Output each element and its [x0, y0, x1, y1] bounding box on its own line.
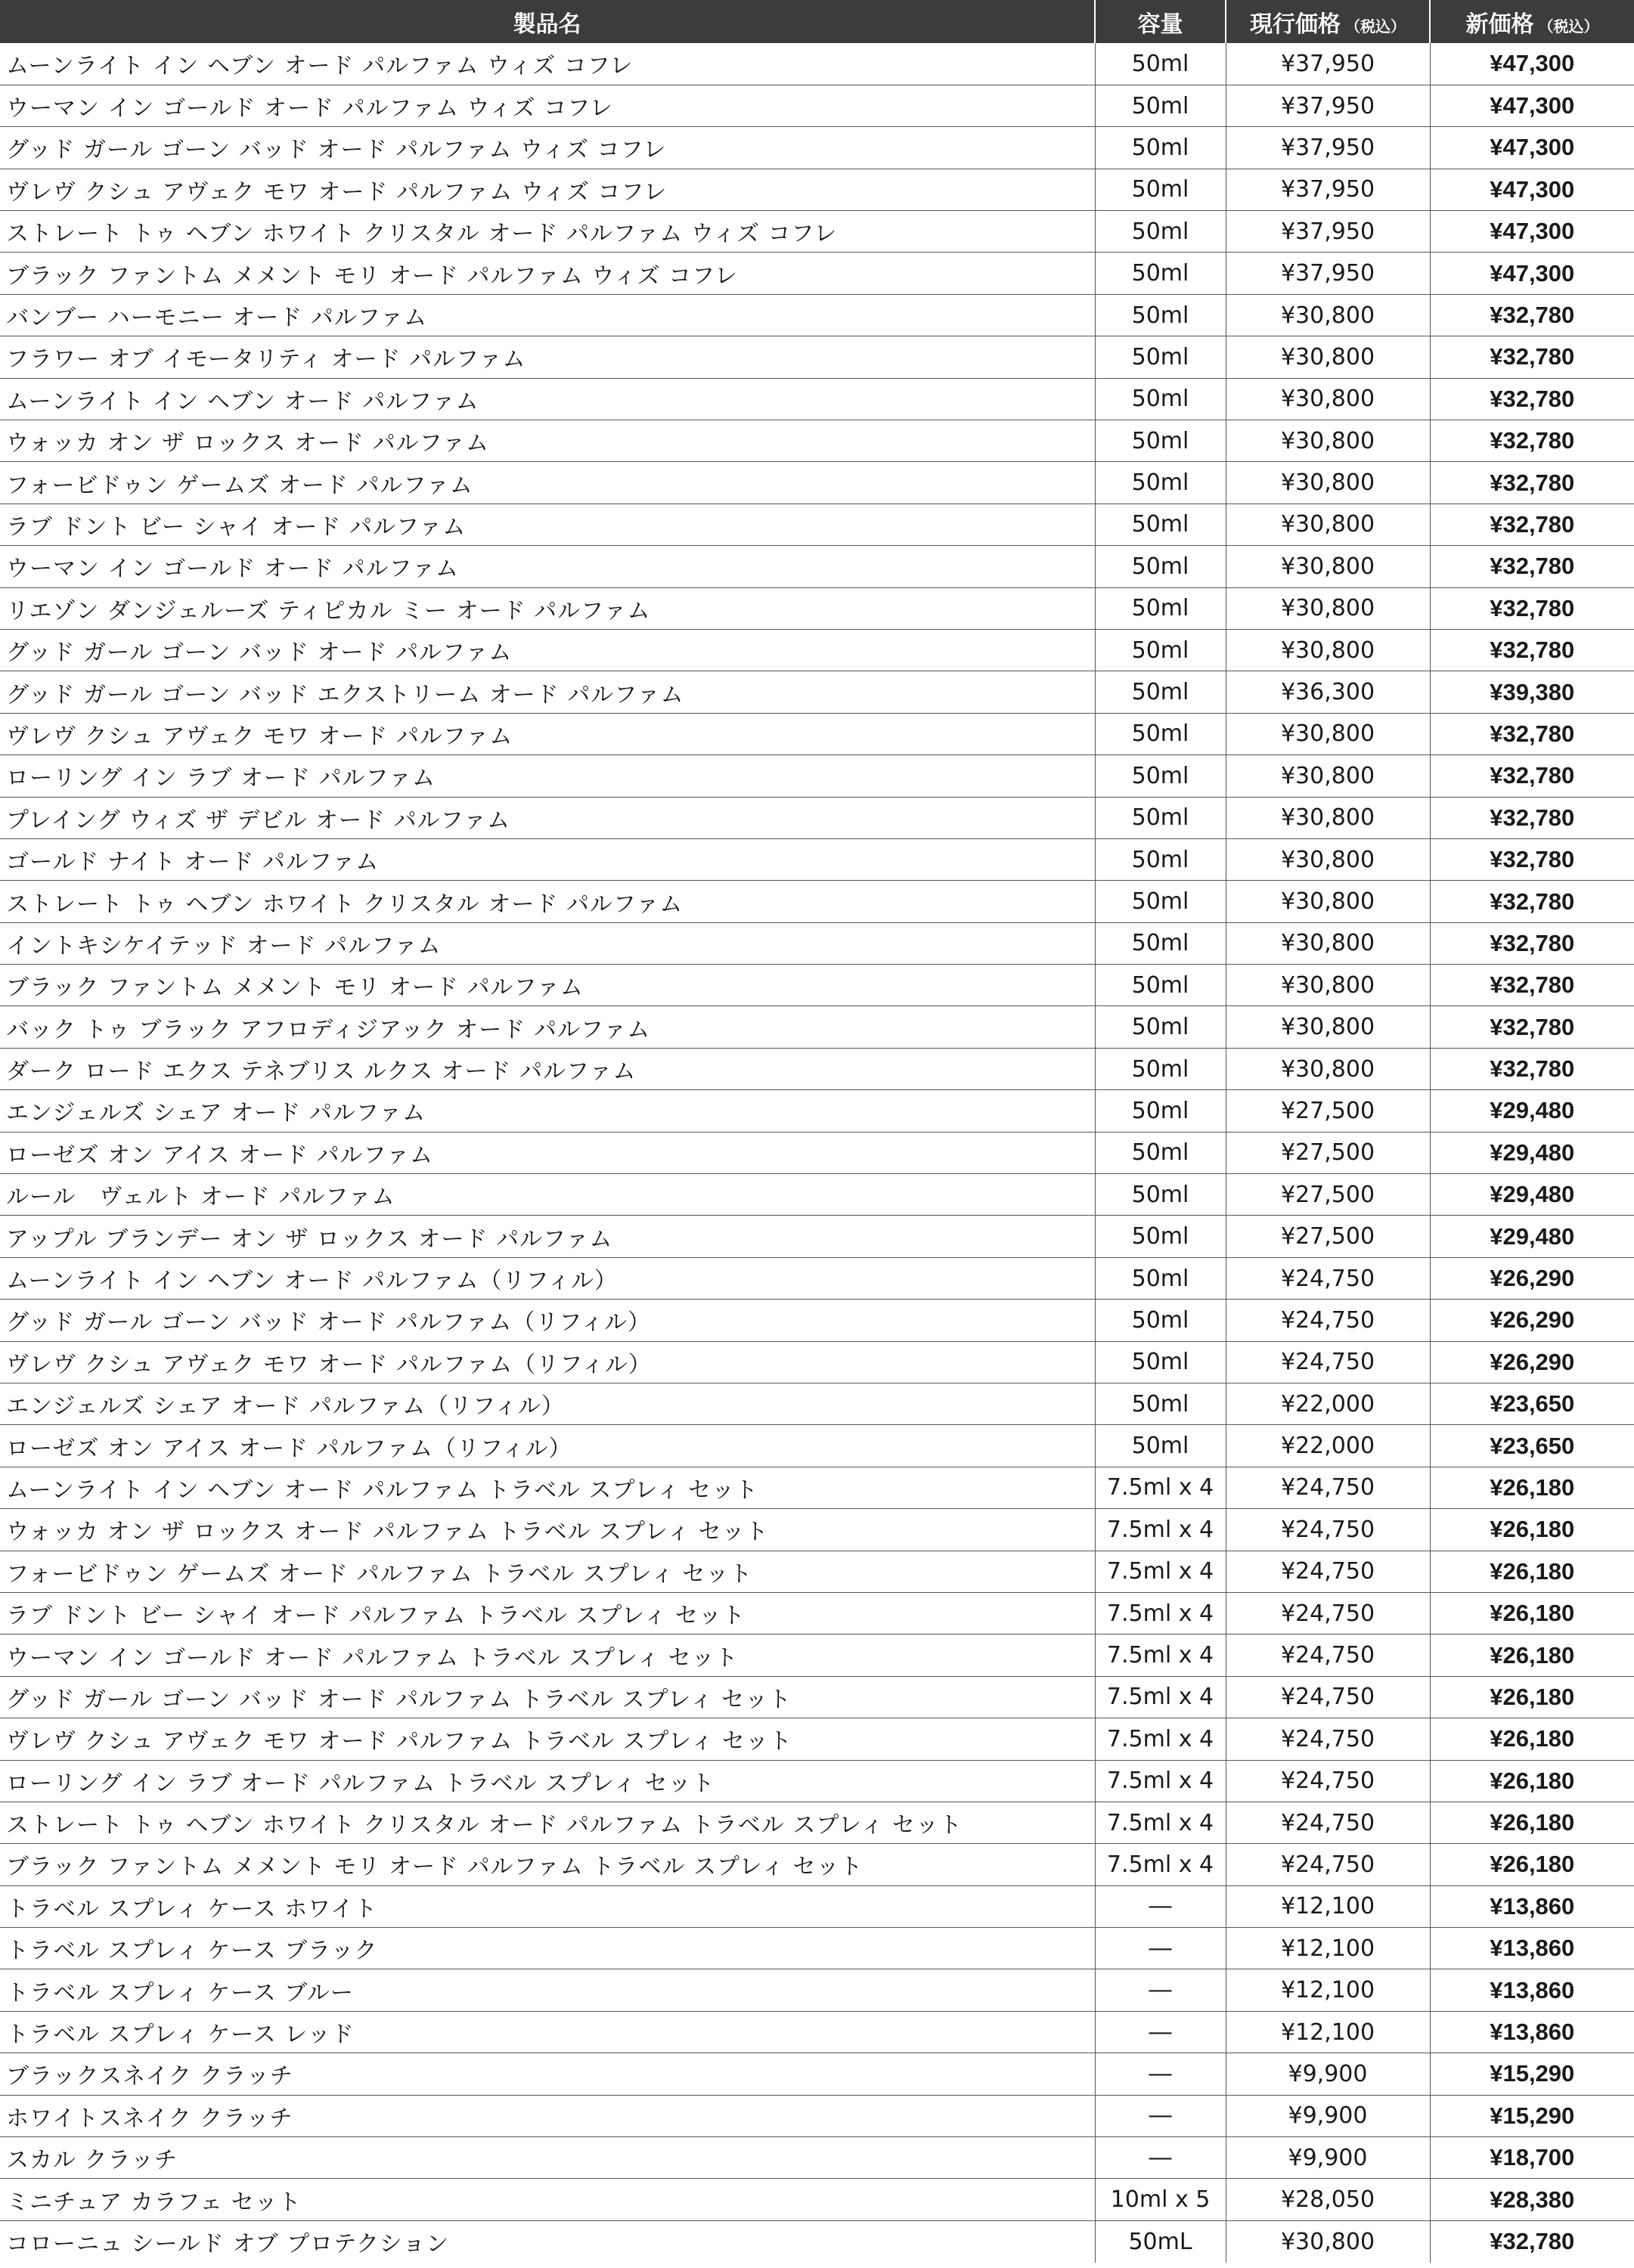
product-name-cell: ブラック ファントム メメント モリ オード パルファム [0, 965, 1095, 1006]
product-name-cell: バンブー ハーモニー オード パルファム [0, 294, 1095, 336]
product-name-cell: プレイング ウィズ ザ デビル オード パルファム [0, 797, 1095, 838]
new-price-cell: ¥26,180 [1430, 1592, 1634, 1634]
product-name-cell: ヴレヴ クシュ アヴェク モワ オード パルファム ウィズ コフレ [0, 169, 1095, 210]
product-name-cell: ウーマン イン ゴールド オード パルファム ウィズ コフレ [0, 85, 1095, 126]
product-name-cell: コローニュ シールド オブ プロテクション [6, 2231, 450, 2258]
table-row [0, 1090, 1634, 1132]
new-price-cell: ¥47,300 [1430, 253, 1634, 294]
new-price-cell: ¥23,650 [1430, 1383, 1634, 1425]
current-price-cell: ¥24,750 [1226, 1676, 1430, 1718]
table-row [0, 1383, 1634, 1425]
table-row [0, 1885, 1634, 1927]
volume-cell: 50mL [1095, 2220, 1226, 2262]
new-price-cell: ¥13,860 [1430, 2011, 1634, 2053]
table-row [0, 797, 1634, 838]
table-row [0, 1676, 1634, 1718]
new-price-cell: ¥18,700 [1430, 2137, 1634, 2179]
volume-cell: 50ml [1095, 1383, 1226, 1425]
current-price-cell: ¥27,500 [1226, 1174, 1430, 1216]
product-name-cell: トラベル スプレィ ケース ブラック [0, 1928, 1095, 1969]
new-price-cell: ¥26,180 [1430, 1802, 1634, 1843]
table-row [0, 1300, 1634, 1341]
product-name-cell: グッド ガール ゴーン バッド オード パルファム（リフィル） [0, 1300, 1095, 1341]
table-row [0, 43, 1634, 85]
table-row [0, 503, 1634, 545]
table-row [0, 2179, 1634, 2220]
current-price-cell: ¥24,750 [1226, 1592, 1430, 1634]
current-price-cell: ¥24,750 [1226, 1634, 1430, 1676]
new-price-cell: ¥29,480 [1430, 1090, 1634, 1132]
product-name-cell: ウーマン イン ゴールド オード パルファム [0, 546, 1095, 587]
table-row [0, 1634, 1634, 1676]
volume-cell: 50ml [1095, 462, 1226, 503]
current-price-cell: ¥37,950 [1226, 43, 1430, 85]
table-row [0, 1592, 1634, 1634]
table-row [0, 2220, 1634, 2262]
volume-cell: 50ml [1095, 85, 1226, 126]
current-price-cell: ¥9,900 [1226, 2095, 1430, 2136]
product-name-cell: エンジェルズ シェア オード パルファム [0, 1090, 1095, 1132]
product-name-cell: ウーマン イン ゴールド オード パルファム トラベル スプレィ セット [0, 1634, 1095, 1676]
volume-cell: 50ml [1095, 881, 1226, 922]
table-row [0, 2053, 1634, 2095]
current-price-cell: ¥30,800 [1226, 462, 1430, 503]
volume-cell: ― [1095, 1928, 1226, 1969]
table-row [0, 1467, 1634, 1508]
current-price-cell: ¥24,750 [1226, 1760, 1430, 1802]
product-name-cell: グッド ガール ゴーン バッド エクストリーム オード パルファム [0, 671, 1095, 713]
table-row [0, 587, 1634, 629]
current-price-cell: ¥37,950 [1226, 253, 1430, 294]
volume-cell: 7.5ml x 4 [1095, 1467, 1226, 1508]
table-row [0, 881, 1634, 922]
new-price-cell: ¥26,180 [1430, 1844, 1634, 1885]
current-price-cell: ¥27,500 [1226, 1132, 1430, 1173]
volume-cell: 50ml [1095, 211, 1226, 253]
product-name-cell: ルール ヴェルト オード パルファム [0, 1174, 1095, 1216]
current-price-cell: ¥12,100 [1226, 1969, 1430, 2011]
new-price-cell: ¥47,300 [1430, 211, 1634, 253]
table-row [0, 336, 1634, 378]
new-price-cell: ¥26,180 [1430, 1509, 1634, 1551]
volume-cell: ― [1095, 1885, 1226, 1927]
product-name-cell: ローリング イン ラブ オード パルファム トラベル スプレィ セット [0, 1760, 1095, 1802]
current-price-cell: ¥30,800 [1226, 587, 1430, 629]
new-price-cell: ¥32,780 [1430, 2220, 1634, 2262]
product-name-cell: グッド ガール ゴーン バッド オード パルファム [0, 629, 1095, 671]
current-price-cell: ¥24,750 [1226, 1341, 1430, 1383]
product-name-cell: ストレート トゥ ヘブン ホワイト クリスタル オード パルファム [0, 881, 1095, 922]
volume-cell: ― [1095, 2095, 1226, 2136]
current-price-cell: ¥30,800 [1226, 881, 1430, 922]
new-price-cell: ¥32,780 [1430, 922, 1634, 964]
current-price-cell: ¥37,950 [1226, 85, 1430, 126]
current-price-cell: ¥12,100 [1226, 1928, 1430, 1969]
volume-cell: 50ml [1095, 1132, 1226, 1173]
new-price-cell: ¥26,180 [1430, 1634, 1634, 1676]
volume-cell: 7.5ml x 4 [1095, 1718, 1226, 1760]
new-price-cell: ¥47,300 [1430, 43, 1634, 85]
header-current-price-label: 現行価格 [1250, 11, 1341, 38]
new-price-cell: ¥29,480 [1430, 1174, 1634, 1216]
product-name-cell: ウォッカ オン ザ ロックス オード パルファム トラベル スプレィ セット [0, 1509, 1095, 1551]
header-product-name [0, 0, 1095, 43]
table-row [0, 1341, 1634, 1383]
current-price-cell: ¥30,800 [1226, 965, 1430, 1006]
volume-cell: 7.5ml x 4 [1095, 1592, 1226, 1634]
table-body [0, 43, 1634, 2263]
volume-cell: 50ml [1095, 546, 1226, 587]
product-name-cell: ローリング イン ラブ オード パルファム [0, 755, 1095, 797]
volume-cell: ― [1095, 2137, 1226, 2179]
volume-cell: 50ml [1095, 965, 1226, 1006]
new-price-cell: ¥32,780 [1430, 336, 1634, 378]
new-price-cell: ¥32,780 [1430, 838, 1634, 880]
new-price-cell: ¥32,780 [1430, 546, 1634, 587]
header-row [0, 0, 1634, 43]
current-price-cell: ¥9,900 [1226, 2053, 1430, 2095]
volume-cell: 50ml [1095, 1006, 1226, 1048]
current-price-cell: ¥37,950 [1226, 127, 1430, 169]
new-price-cell: ¥32,780 [1430, 462, 1634, 503]
product-name-cell: ムーンライト イン ヘブン オード パルファム トラベル スプレィ セット [0, 1467, 1095, 1508]
product-name-cell: ヴレヴ クシュ アヴェク モワ オード パルファム トラベル スプレィ セット [0, 1718, 1095, 1760]
current-price-cell: ¥9,900 [1226, 2137, 1430, 2179]
new-price-cell: ¥29,480 [1430, 1132, 1634, 1173]
new-price-cell: ¥32,780 [1430, 420, 1634, 462]
table-row [0, 1006, 1634, 1048]
volume-cell: 7.5ml x 4 [1095, 1551, 1226, 1592]
product-name-cell: スカル クラッチ [0, 2137, 1095, 2179]
product-name-cell: グッド ガール ゴーン バッド オード パルファム ウィズ コフレ [0, 127, 1095, 169]
product-name-cell: ローゼズ オン アイス オード パルファム [0, 1132, 1095, 1173]
table-row [0, 2095, 1634, 2136]
new-price-cell: ¥26,290 [1430, 1341, 1634, 1383]
current-price-cell: ¥24,750 [1226, 1257, 1430, 1299]
header-new-price-label: 新価格 [1465, 11, 1534, 38]
volume-cell: 50ml [1095, 378, 1226, 420]
new-price-cell: ¥32,780 [1430, 587, 1634, 629]
table-row [0, 629, 1634, 671]
product-name-cell: ローゼズ オン アイス オード パルファム（リフィル） [0, 1425, 1095, 1467]
new-price-cell: ¥32,780 [1430, 503, 1634, 545]
volume-cell: 50ml [1095, 713, 1226, 754]
current-price-cell: ¥28,050 [1226, 2179, 1430, 2220]
product-name-cell: ラブ ドント ビー シャイ オード パルファム [0, 503, 1095, 545]
new-price-cell: ¥32,780 [1430, 629, 1634, 671]
current-price-cell: ¥22,000 [1226, 1383, 1430, 1425]
product-name-cell: フォービドゥン ゲームズ オード パルファム [0, 462, 1095, 503]
new-price-cell: ¥39,380 [1430, 671, 1634, 713]
new-price-cell: ¥32,780 [1430, 755, 1634, 797]
header-volume [1095, 0, 1226, 43]
new-price-cell: ¥26,180 [1430, 1760, 1634, 1802]
table-row [0, 1718, 1634, 1760]
table-row [0, 713, 1634, 754]
product-name-cell: ホワイトスネイク クラッチ [0, 2095, 1095, 2136]
current-price-cell: ¥24,750 [1226, 1467, 1430, 1508]
header-new-price-tax-note: （税込） [1538, 17, 1599, 36]
current-price-cell: ¥30,800 [1226, 294, 1430, 336]
volume-cell: 7.5ml x 4 [1095, 1760, 1226, 1802]
volume-cell: 7.5ml x 4 [1095, 1844, 1226, 1885]
product-name-cell: ムーンライト イン ヘブン オード パルファム（リフィル） [0, 1257, 1095, 1299]
product-name-cell: グッド ガール ゴーン バッド オード パルファム トラベル スプレィ セット [0, 1676, 1095, 1718]
current-price-cell: ¥30,800 [1226, 713, 1430, 754]
new-price-cell: ¥13,860 [1430, 1885, 1634, 1927]
current-price-cell: ¥30,800 [1226, 2220, 1430, 2262]
table-row [0, 671, 1634, 713]
product-name-cell: フラワー オブ イモータリティ オード パルファム [0, 336, 1095, 378]
current-price-cell: ¥24,750 [1226, 1509, 1430, 1551]
volume-cell: 7.5ml x 4 [1095, 1802, 1226, 1843]
current-price-cell: ¥37,950 [1226, 211, 1430, 253]
new-price-cell: ¥15,290 [1430, 2053, 1634, 2095]
current-price-cell: ¥22,000 [1226, 1425, 1430, 1467]
header-current-price [1226, 0, 1430, 43]
current-price-cell: ¥12,100 [1226, 1885, 1430, 1927]
current-price-cell: ¥24,750 [1226, 1718, 1430, 1760]
table-row [0, 127, 1634, 169]
volume-cell: 50ml [1095, 629, 1226, 671]
new-price-cell: ¥32,780 [1430, 1006, 1634, 1048]
table-row [0, 755, 1634, 797]
new-price-cell: ¥28,380 [1430, 2179, 1634, 2220]
new-price-cell: ¥26,180 [1430, 1676, 1634, 1718]
volume-cell: 50ml [1095, 294, 1226, 336]
volume-cell: 7.5ml x 4 [1095, 1634, 1226, 1676]
volume-cell: 50ml [1095, 1257, 1226, 1299]
current-price-cell: ¥36,300 [1226, 671, 1430, 713]
new-price-cell: ¥26,180 [1430, 1718, 1634, 1760]
product-name-cell: ウォッカ オン ザ ロックス オード パルファム [0, 420, 1095, 462]
current-price-cell: ¥30,800 [1226, 1006, 1430, 1048]
new-price-cell: ¥23,650 [1430, 1425, 1634, 1467]
product-name-cell: ヴレヴ クシュ アヴェク モワ オード パルファム（リフィル） [0, 1341, 1095, 1383]
table-row [0, 1425, 1634, 1467]
table-row [0, 1174, 1634, 1216]
volume-cell: 50ml [1095, 755, 1226, 797]
current-price-cell: ¥30,800 [1226, 797, 1430, 838]
table-row [0, 1802, 1634, 1843]
table-row [0, 420, 1634, 462]
table-row [0, 2011, 1634, 2053]
product-name-cell: ブラック ファントム メメント モリ オード パルファム ウィズ コフレ [0, 253, 1095, 294]
new-price-cell: ¥32,780 [1430, 378, 1634, 420]
new-price-cell: ¥26,180 [1430, 1467, 1634, 1508]
table-row [0, 965, 1634, 1006]
new-price-cell: ¥32,780 [1430, 797, 1634, 838]
product-name-cell: トラベル スプレィ ケース レッド [0, 2011, 1095, 2053]
volume-cell: 50ml [1095, 1048, 1226, 1089]
volume-cell: 50ml [1095, 1216, 1226, 1257]
table-row [0, 1844, 1634, 1885]
table-row [0, 1509, 1634, 1551]
volume-cell: 50ml [1095, 838, 1226, 880]
table-row [0, 169, 1634, 210]
table-row [0, 2137, 1634, 2179]
current-price-cell: ¥30,800 [1226, 378, 1430, 420]
volume-cell: 50ml [1095, 1090, 1226, 1132]
product-name-cell: ラブ ドント ビー シャイ オード パルファム トラベル スプレィ セット [0, 1592, 1095, 1634]
product-name-cell: ゴールド ナイト オード パルファム [0, 838, 1095, 880]
product-name-cell: イントキシケイテッド オード パルファム [0, 922, 1095, 964]
product-name-cell: バック トゥ ブラック アフロディジアック オード パルファム [0, 1006, 1095, 1048]
new-price-cell: ¥26,290 [1430, 1257, 1634, 1299]
current-price-cell: ¥30,800 [1226, 922, 1430, 964]
volume-cell: 50ml [1095, 1341, 1226, 1383]
volume-cell: 50ml [1095, 503, 1226, 545]
current-price-cell: ¥24,750 [1226, 1551, 1430, 1592]
product-name-cell: ミニチュア カラフェ セット [0, 2179, 1095, 2220]
volume-cell: ― [1095, 1969, 1226, 2011]
table-row [0, 1969, 1634, 2011]
header-product-name-label: 製品名 [513, 11, 581, 38]
new-price-cell: ¥32,780 [1430, 881, 1634, 922]
volume-cell: 50ml [1095, 671, 1226, 713]
table-row [0, 1551, 1634, 1592]
new-price-cell: ¥32,780 [1430, 1048, 1634, 1089]
new-price-cell: ¥32,780 [1430, 965, 1634, 1006]
table-row [0, 1928, 1634, 1969]
product-name-cell: ダーク ロード エクス テネブリス ルクス オード パルファム [0, 1048, 1095, 1089]
table-row [0, 1132, 1634, 1173]
product-name-cell: ムーンライト イン ヘブン オード パルファム ウィズ コフレ [0, 43, 1095, 85]
current-price-cell: ¥30,800 [1226, 838, 1430, 880]
table-row [0, 922, 1634, 964]
volume-cell: 50ml [1095, 253, 1226, 294]
product-name-cell: ストレート トゥ ヘブン ホワイト クリスタル オード パルファム トラベル スプレィ セット [0, 1802, 1095, 1843]
volume-cell: 50ml [1095, 420, 1226, 462]
volume-cell: 50ml [1095, 1425, 1226, 1467]
new-price-cell: ¥26,290 [1430, 1300, 1634, 1341]
table-row [0, 546, 1634, 587]
table-row [0, 253, 1634, 294]
product-name-cell: ブラックスネイク クラッチ [0, 2053, 1095, 2095]
table-row [0, 211, 1634, 253]
volume-cell: 50ml [1095, 797, 1226, 838]
current-price-cell: ¥30,800 [1226, 420, 1430, 462]
new-price-cell: ¥13,860 [1430, 1928, 1634, 1969]
volume-cell: 50ml [1095, 127, 1226, 169]
header-current-price-tax-note: （税込） [1345, 17, 1406, 36]
current-price-cell: ¥27,500 [1226, 1090, 1430, 1132]
new-price-cell: ¥32,780 [1430, 713, 1634, 754]
volume-cell: 50ml [1095, 169, 1226, 210]
table-row [0, 85, 1634, 126]
volume-cell: ― [1095, 2011, 1226, 2053]
current-price-cell: ¥30,800 [1226, 629, 1430, 671]
table-row [0, 1760, 1634, 1802]
product-name-cell: トラベル スプレィ ケース ブルー [0, 1969, 1095, 2011]
current-price-cell: ¥30,800 [1226, 336, 1430, 378]
current-price-cell: ¥12,100 [1226, 2011, 1430, 2053]
table-row [0, 1216, 1634, 1257]
current-price-cell: ¥24,750 [1226, 1802, 1430, 1843]
new-price-cell: ¥29,480 [1430, 1216, 1634, 1257]
product-name-cell: ストレート トゥ ヘブン ホワイト クリスタル オード パルファム ウィズ コフレ [0, 211, 1095, 253]
new-price-cell: ¥32,780 [1430, 294, 1634, 336]
product-name-cell: ブラック ファントム メメント モリ オード パルファム トラベル スプレィ セット [0, 1844, 1095, 1885]
current-price-cell: ¥30,800 [1226, 503, 1430, 545]
new-price-cell: ¥15,290 [1430, 2095, 1634, 2136]
new-price-cell: ¥47,300 [1430, 169, 1634, 210]
volume-cell: 50ml [1095, 922, 1226, 964]
product-name-cell: エンジェルズ シェア オード パルファム（リフィル） [0, 1383, 1095, 1425]
table-row [0, 838, 1634, 880]
volume-cell: 10ml x 5 [1095, 2179, 1226, 2220]
volume-cell: 7.5ml x 4 [1095, 1676, 1226, 1718]
current-price-cell: ¥30,800 [1226, 546, 1430, 587]
product-name-cell: リエゾン ダンジェルーズ ティピカル ミー オード パルファム [0, 587, 1095, 629]
current-price-cell: ¥30,800 [1226, 1048, 1430, 1089]
table-row [0, 462, 1634, 503]
current-price-cell: ¥24,750 [1226, 1300, 1430, 1341]
header-new-price [1430, 0, 1634, 43]
current-price-cell: ¥27,500 [1226, 1216, 1430, 1257]
new-price-cell: ¥47,300 [1430, 127, 1634, 169]
product-name-cell: ヴレヴ クシュ アヴェク モワ オード パルファム [0, 713, 1095, 754]
volume-cell: 50ml [1095, 43, 1226, 85]
product-name-cell: フォービドゥン ゲームズ オード パルファム トラベル スプレィ セット [0, 1551, 1095, 1592]
table-row [0, 294, 1634, 336]
volume-cell: 50ml [1095, 1300, 1226, 1341]
volume-cell: 50ml [1095, 1174, 1226, 1216]
product-name-cell: アップル ブランデー オン ザ ロックス オード パルファム [0, 1216, 1095, 1257]
volume-cell: 50ml [1095, 336, 1226, 378]
volume-cell: ― [1095, 2053, 1226, 2095]
table-row [0, 1048, 1634, 1089]
product-name-cell: ムーンライト イン ヘブン オード パルファム [0, 378, 1095, 420]
volume-cell: 50ml [1095, 587, 1226, 629]
new-price-cell: ¥47,300 [1430, 85, 1634, 126]
volume-cell: 7.5ml x 4 [1095, 1509, 1226, 1551]
new-price-cell: ¥26,180 [1430, 1551, 1634, 1592]
current-price-cell: ¥24,750 [1226, 1844, 1430, 1885]
current-price-cell: ¥30,800 [1226, 755, 1430, 797]
new-price-cell: ¥13,860 [1430, 1969, 1634, 2011]
product-name-cell: トラベル スプレィ ケース ホワイト [0, 1885, 1095, 1927]
current-price-cell: ¥37,950 [1226, 169, 1430, 210]
table-row [0, 1257, 1634, 1299]
header-volume-label: 容量 [1137, 11, 1183, 38]
table-row [0, 378, 1634, 420]
